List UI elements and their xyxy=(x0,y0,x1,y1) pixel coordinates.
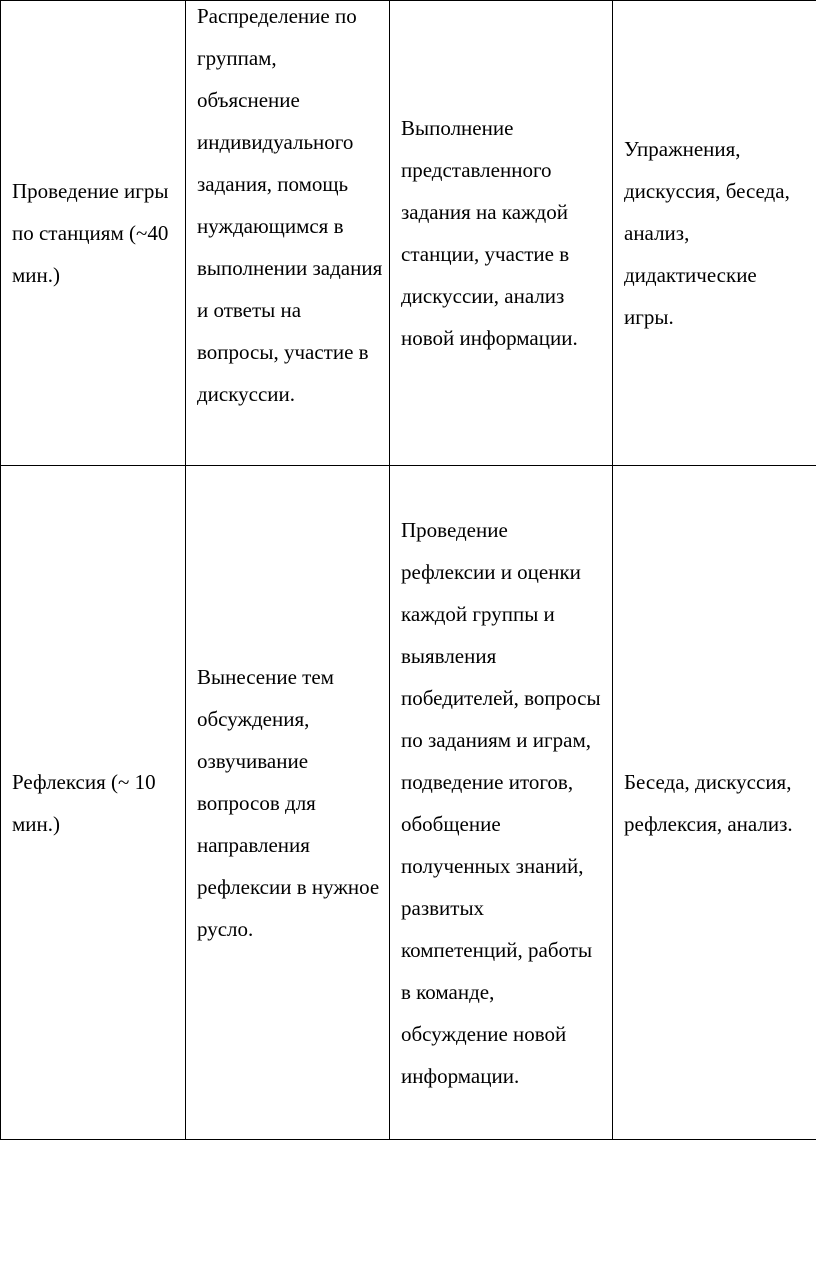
student-activity-cell xyxy=(390,1,613,466)
teacher-activity-text: Вынесение тем обсуждения, озвучивание вопросов для направления рефлексии в нужное русло. xyxy=(197,664,380,941)
stage-text: Проведение игры по станциям (~40 мин.) xyxy=(12,179,169,287)
methods-cell xyxy=(613,1,816,466)
stage-text: Рефлексия (~ 10 мин.) xyxy=(12,769,156,836)
student-activity-text: Выполнение представленного задания на каждой станции, участие в дискуссии, анализ новой информации. xyxy=(401,116,578,350)
student-activity-text: Проведение рефлексии и оценки каждой группы и выявления победителей, вопросы по заданиям и играм, подведение итогов, обобщение полученных знаний, развитых компетенций, работы в команде, обсуждение новой информации. xyxy=(401,517,601,1088)
methods-text: Беседа, дискуссия, рефлексия, анализ. xyxy=(624,769,793,836)
stage-cell xyxy=(1,466,186,1140)
teacher-activity-text: Распределение по группам, объяснение индивидуального задания, помощь нуждающимся в выполнении задания и ответы на вопросы, участие в дискуссии. xyxy=(197,4,383,406)
teacher-activity-cell xyxy=(186,466,390,1140)
student-activity-cell xyxy=(390,466,613,1140)
teacher-activity-cell xyxy=(186,1,390,466)
methods-text: Упражнения, дискуссия, беседа, анализ, дидактические игры. xyxy=(624,137,790,329)
table-row xyxy=(1,1,816,466)
table-row xyxy=(1,466,816,1140)
stage-cell xyxy=(1,1,186,466)
methods-cell xyxy=(613,466,816,1140)
